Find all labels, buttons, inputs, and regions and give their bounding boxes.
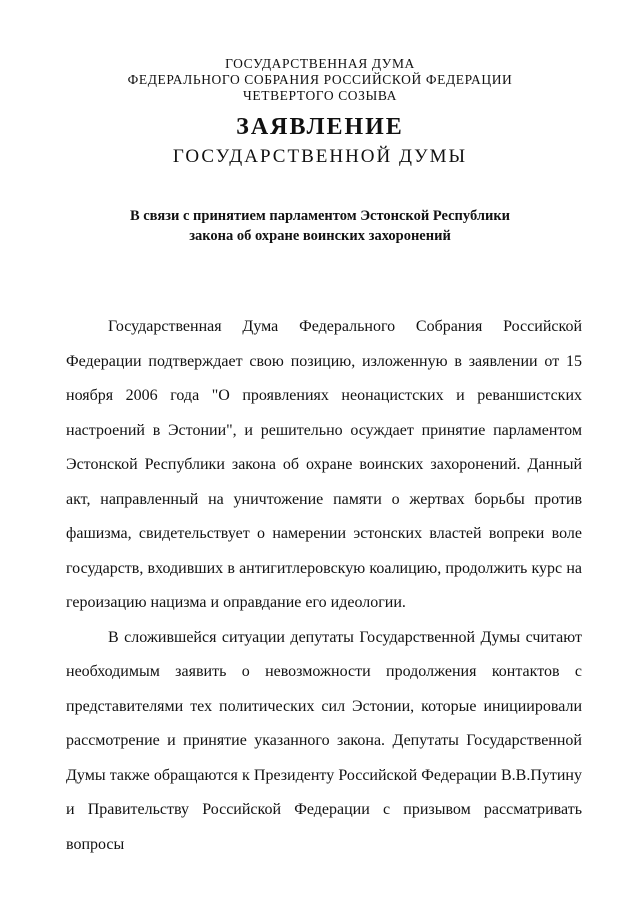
header-line-3: ЧЕТВЕРТОГО СОЗЫВА bbox=[243, 88, 397, 103]
issuer-header bbox=[0, 56, 640, 104]
document-body bbox=[66, 310, 582, 862]
header-line-2: ФЕДЕРАЛЬНОГО СОБРАНИЯ РОССИЙСКОЙ ФЕДЕРАЦИИ bbox=[127, 72, 513, 87]
document-topic bbox=[0, 206, 640, 246]
topic-line-1: В связи с принятием парламентом Эстонской Республики bbox=[129, 208, 511, 224]
document-subtitle: ГОСУДАРСТВЕННОЙ ДУМЫ bbox=[172, 146, 468, 167]
paragraph-1: Государственная Дума Федерального Собрания Российской Федерации подтверждает свою позицию, изложенную в заявлении от 15 ноября 2006 года "О проявлениях неонацистских и реваншистских настроений в Эстонии", и решительно осуждает принятие парламентом Эстонской Республики закона об охране воинских захоронений. Данный акт, направленный на уничтожение памяти о жертвах борьбы против фашизма, свидетельствует о намерении эстонских властей вопреки воле государств, входивших в антигитлеровскую коалицию, продолжить курс на героизацию нацизма и оправдание его идеологии. bbox=[66, 318, 582, 611]
topic-line-2: закона об охране воинских захоронений bbox=[189, 228, 451, 244]
paragraph-2: В сложившейся ситуации депутаты Государственной Думы считают необходимым заявить о невозможности продолжения контактов с представителями тех политических сил Эстонии, которые инициировали рассмотрение и принятие указанного закона. Депутаты Государственной Думы также обращаются к Президенту Российской Федерации В.В.Путину и Правительству Российской Федерации с призывом рассматривать вопросы bbox=[66, 628, 582, 853]
header-line-1: ГОСУДАРСТВЕННАЯ ДУМА bbox=[225, 56, 415, 71]
document-title: ЗАЯВЛЕНИЕ bbox=[236, 114, 404, 140]
